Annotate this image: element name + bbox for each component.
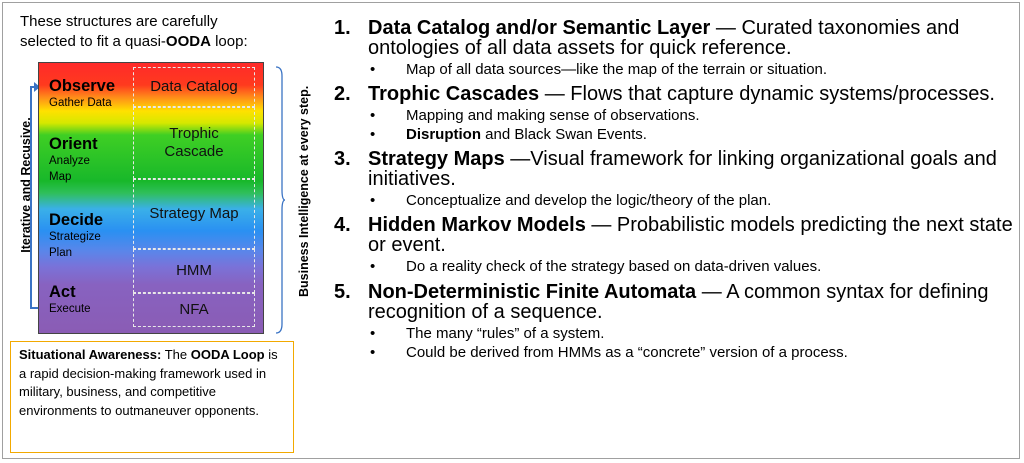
stage-title: Orient [49,135,98,153]
stage-orient [49,135,98,185]
stage-title: Act [49,283,76,301]
bi-label: Business Intelligence at every step. [297,85,311,297]
item-title: Data Catalog and/or Semantic Layer [368,17,711,39]
stage-subtitle: Execute [49,303,91,315]
cell-strategy-map: Strategy Map [133,179,255,249]
stage-act [49,283,91,318]
list-item-5 [334,282,1014,362]
bi-bracket [276,66,285,334]
bullet-icon: • [370,61,376,78]
item-bullet [368,324,1014,343]
item-heading [368,215,1014,255]
item-bullet [368,343,1014,362]
item-number: 5. [334,281,351,303]
intro-ooda-bold: OODA [165,33,211,50]
loop-arrow-bottom [30,307,38,309]
cell-data-catalog: Data Catalog [133,67,255,107]
loop-label: Iterative and Recusive. [19,117,33,253]
item-bullet [368,257,1014,276]
list-item-3 [334,149,1014,210]
situational-awareness-box [10,341,294,453]
item-heading [368,149,1014,189]
item-number: 1. [334,17,351,39]
awareness-text: The [161,347,191,362]
stage-subtitle: Map [49,171,72,183]
item-bullet [368,125,1014,144]
list-item-4 [334,215,1014,276]
item-description: —Visual framework for linking organizational goals and initiatives. [368,148,997,190]
intro-line-1: These structures are carefully [20,13,218,30]
item-heading [368,18,1014,58]
bullet-icon: • [370,107,376,124]
bullet-text: Map of all data sources—like the map of the terrain or situation. [406,61,828,78]
intro-line-2-suffix: loop: [210,33,248,50]
bullet-icon: • [370,192,376,209]
intro-line-2-prefix: selected to fit a quasi- [20,33,166,50]
item-number: 4. [334,214,351,236]
stage-title: Decide [49,211,104,229]
bullet-icon: • [370,344,376,361]
item-heading [368,84,1014,104]
intro-line-2 [20,32,310,52]
item-title: Hidden Markov Models [368,214,586,236]
stage-title: Observe [49,77,116,95]
cell-nfa: NFA [133,293,255,327]
item-number: 3. [334,148,351,170]
bullet-icon: • [370,126,376,143]
bullet-icon: • [370,325,376,342]
item-title: Strategy Maps [368,148,505,170]
stage-subtitle: Analyze [49,155,90,167]
item-bullet [368,60,1014,79]
awareness-ooda-bold: OODA Loop [190,347,265,362]
ooda-gradient-panel [38,62,264,334]
intro-text [20,12,310,52]
structures-list [334,18,1014,362]
bullet-text: The many “rules” of a system. [406,325,605,342]
bullet-text: Could be derived from HMMs as a “concrete” version of a process. [406,344,848,361]
bullet-bold: Disruption [406,126,481,143]
bullet-text: Conceptualize and develop the logic/theory of the plan. [406,192,772,209]
item-title: Non-Deterministic Finite Automata [368,281,697,303]
bullet-text: and Black Swan Events. [481,126,647,143]
awareness-text: is a rapid decision-making framework used in military, business, and competitive environments to outmaneuver opponents. [19,347,278,418]
cell-trophic-cascade: Trophic Cascade [133,107,255,179]
cell-hmm: HMM [133,249,255,293]
list-item-2 [334,84,1014,144]
stage-subtitle: Plan [49,247,73,259]
item-number: 2. [334,83,351,105]
item-bullet [368,191,1014,210]
item-description: — Probabilistic models predicting the next state or event. [368,214,1013,256]
item-heading [368,282,1014,322]
list-item-1 [334,18,1014,79]
stage-decide [49,211,103,261]
item-title: Trophic Cascades [368,83,540,105]
stage-observe [49,77,115,112]
stage-subtitle: Strategize [49,231,101,243]
item-description: — Curated taxonomies and ontologies of all data assets for quick reference. [368,17,960,59]
awareness-title: Situational Awareness: [19,347,162,362]
item-bullet [368,106,1014,125]
bullet-icon: • [370,258,376,275]
stage-subtitle: Gather Data [49,97,112,109]
bullet-text: Mapping and making sense of observations. [406,107,700,124]
item-description: — A common syntax for defining recognition of a sequence. [368,281,989,323]
item-description: — Flows that capture dynamic systems/processes. [539,83,995,105]
bullet-text: Do a reality check of the strategy based on data-driven values. [406,258,822,275]
